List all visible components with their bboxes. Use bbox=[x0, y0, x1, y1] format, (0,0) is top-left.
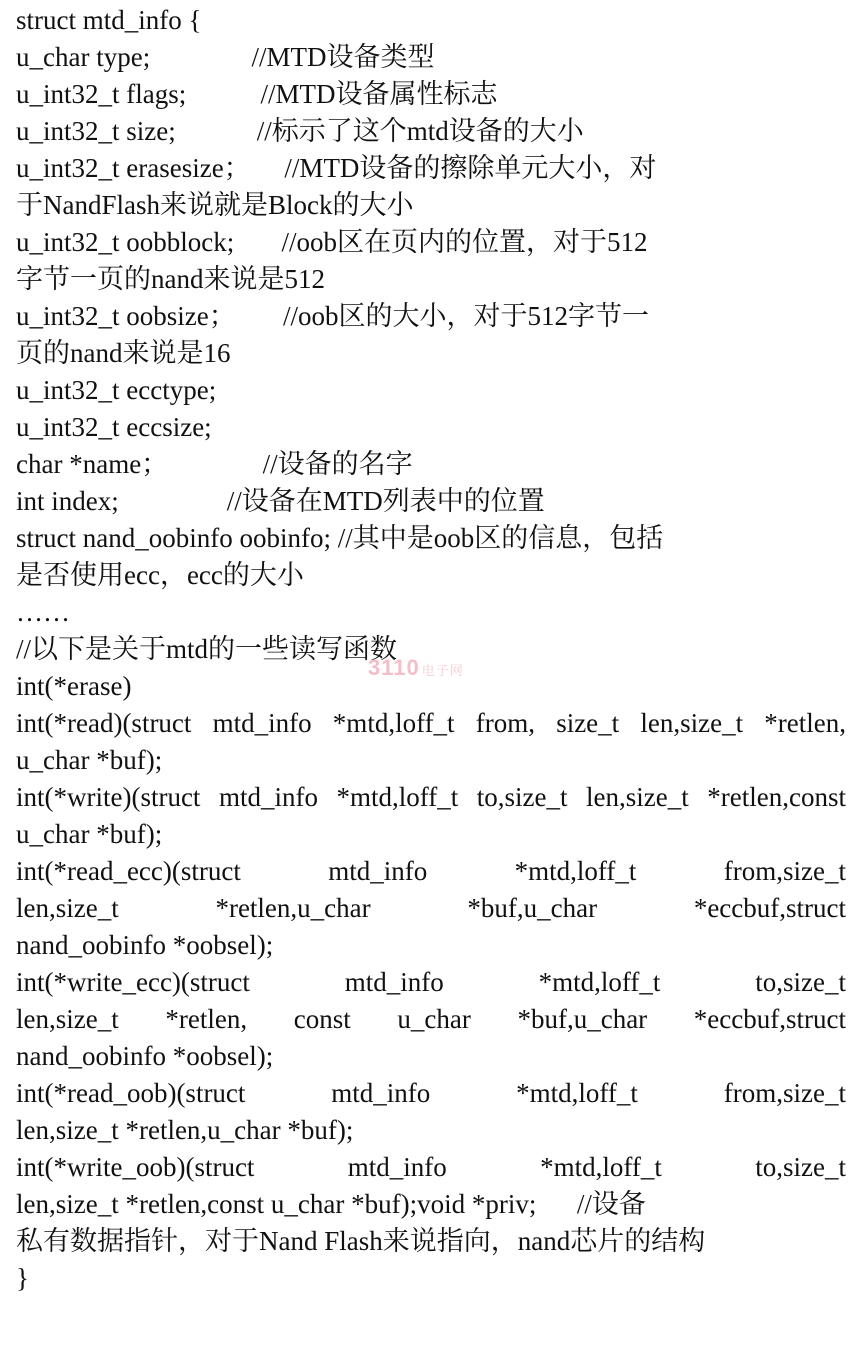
code-line: int(*read_oob)(struct mtd_info *mtd,loff_t from,size_t bbox=[16, 1078, 846, 1108]
watermark-logo bbox=[368, 655, 464, 681]
code-line: char *name； //设备的名字 bbox=[16, 449, 413, 479]
code-line: u_int32_t eccsize; bbox=[16, 412, 212, 442]
code-line: u_int32_t flags; //MTD设备属性标志 bbox=[16, 79, 498, 109]
code-line: 于NandFlash来说就是Block的大小 bbox=[16, 190, 414, 220]
code-line: } bbox=[16, 1263, 29, 1293]
code-line: u_int32_t size; //标示了这个mtd设备的大小 bbox=[16, 116, 584, 146]
code-line: int index; //设备在MTD列表中的位置 bbox=[16, 486, 545, 516]
code-line: u_char *buf); bbox=[16, 745, 163, 775]
code-line: int(*write_oob)(struct mtd_info *mtd,loff_t to,size_t bbox=[16, 1152, 846, 1182]
code-line: u_char type; //MTD设备类型 bbox=[16, 42, 435, 72]
code-listing bbox=[16, 2, 846, 1297]
code-line: u_int32_t erasesize； //MTD设备的擦除单元大小，对 bbox=[16, 153, 657, 183]
code-line: u_int32_t oobblock; //oob区在页内的位置，对于512 bbox=[16, 227, 648, 257]
code-line: u_char *buf); bbox=[16, 819, 163, 849]
code-line: u_int32_t ecctype; bbox=[16, 375, 217, 405]
watermark-sub: 电子网 bbox=[421, 663, 464, 678]
code-line: 是否使用ecc，ecc的大小 bbox=[16, 560, 304, 590]
code-line: //以下是关于mtd的一些读写函数 bbox=[16, 634, 398, 664]
code-line: len,size_t *retlen, const u_char *buf,u_char *eccbuf,struct bbox=[16, 1004, 846, 1034]
watermark-main: 3110 bbox=[368, 655, 420, 680]
code-line: len,size_t *retlen,u_char *buf,u_char *eccbuf,struct bbox=[16, 893, 846, 923]
code-line: int(*read_ecc)(struct mtd_info *mtd,loff_t from,size_t bbox=[16, 856, 846, 886]
code-line: int(*erase) bbox=[16, 671, 132, 701]
code-line: 字节一页的nand来说是512 bbox=[16, 264, 325, 294]
code-line: …… bbox=[16, 597, 70, 627]
code-line: int(*write)(struct mtd_info *mtd,loff_t to,size_t len,size_t *retlen,const bbox=[16, 782, 846, 812]
code-line: len,size_t *retlen,u_char *buf); bbox=[16, 1115, 354, 1145]
code-line: int(*write_ecc)(struct mtd_info *mtd,loff_t to,size_t bbox=[16, 967, 846, 997]
code-line: 私有数据指针，对于Nand Flash来说指向，nand芯片的结构 bbox=[16, 1226, 706, 1256]
code-line: struct mtd_info { bbox=[16, 5, 202, 35]
code-line: struct nand_oobinfo oobinfo; //其中是oob区的信息，包括 bbox=[16, 523, 664, 553]
code-line: 页的nand来说是16 bbox=[16, 338, 231, 368]
code-line: nand_oobinfo *oobsel); bbox=[16, 1041, 274, 1071]
code-line: len,size_t *retlen,const u_char *buf);void *priv; //设备 bbox=[16, 1189, 646, 1219]
code-line: int(*read)(struct mtd_info *mtd,loff_t from, size_t len,size_t *retlen, bbox=[16, 708, 846, 738]
code-line: u_int32_t oobsize； //oob区的大小，对于512字节一 bbox=[16, 301, 649, 331]
code-line: nand_oobinfo *oobsel); bbox=[16, 930, 274, 960]
